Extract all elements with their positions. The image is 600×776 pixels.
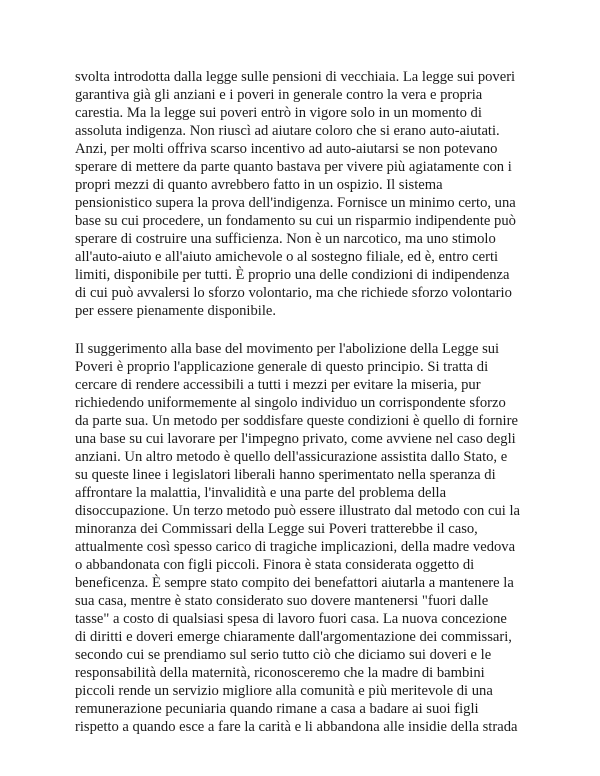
text-line: sperare di mettere da parte quanto bastava per vivere più agiatamente con i bbox=[75, 159, 512, 175]
text-line: da parte sua. Un metodo per soddisfare queste condizioni è quello di fornire bbox=[75, 413, 518, 429]
text-line: responsabilità della maternità, riconosceremo che la madre di bambini bbox=[75, 665, 485, 681]
text-line: Poveri è proprio l'applicazione generale di questo principio. Si tratta di bbox=[75, 359, 489, 375]
text-line: Anzi, per molti offriva scarso incentivo ad auto-aiutarsi se non potevano bbox=[75, 141, 498, 157]
text-line: disoccupazione. Un terzo metodo può essere illustrato dal metodo con cui la bbox=[75, 503, 520, 519]
text-line: svolta introdotta dalla legge sulle pensioni di vecchiaia. La legge sui poveri bbox=[75, 69, 516, 85]
paragraph-2 bbox=[75, 340, 550, 736]
text-line: di diritti e doveri emerge chiaramente dall'argomentazione dei commissari, bbox=[75, 629, 512, 645]
text-line: o abbandonata con figli piccoli. Finora è stata considerata oggetto di bbox=[75, 557, 475, 573]
text-line: secondo cui se prendiamo sul serio tutto ciò che diciamo sui doveri e le bbox=[75, 647, 492, 663]
text-line: pensionistico supera la prova dell'indigenza. Fornisce un minimo certo, una bbox=[75, 195, 516, 211]
text-line: una base su cui lavorare per l'impegno privato, come avviene nel caso degli bbox=[75, 431, 516, 447]
text-line: all'auto-aiuto e all'aiuto amichevole o al sostegno filiale, ed è, entro certi bbox=[75, 249, 499, 265]
text-line: garantiva già gli anziani e i poveri in generale contro la vera e propria bbox=[75, 87, 483, 103]
text-line: per essere pienamente disponibile. bbox=[75, 303, 276, 319]
text-line: rispetto a quando esce a fare la carità e li abbandona alle insidie della strada bbox=[75, 719, 518, 735]
text-line: base su cui procedere, un fondamento su cui un risparmio indipendente può bbox=[75, 213, 516, 229]
text-line: Il suggerimento alla base del movimento per l'abolizione della Legge sui bbox=[75, 341, 500, 357]
text-line: limiti, disponibile per tutti. È proprio una delle condizioni di indipendenza bbox=[75, 267, 510, 283]
text-line: affrontare la malattia, l'invalidità e una parte del problema della bbox=[75, 485, 447, 501]
document-page bbox=[75, 68, 550, 736]
text-line: anziani. Un altro metodo è quello dell'assicurazione assistita dallo Stato, e bbox=[75, 449, 508, 465]
text-line: assoluta indigenza. Non riuscì ad aiutare coloro che si erano auto-aiutati. bbox=[75, 123, 500, 139]
text-line: su queste linee i legislatori liberali hanno sperimentato nella speranza di bbox=[75, 467, 496, 483]
text-line: richiedendo uniformemente al singolo individuo un corrispondente sforzo bbox=[75, 395, 506, 411]
text-line: sperare di costruire una sufficienza. Non è un narcotico, ma uno stimolo bbox=[75, 231, 496, 247]
text-line: remunerazione pecuniaria quando rimane a casa a badare ai suoi figli bbox=[75, 701, 479, 717]
text-line: attualmente così spesso carico di tragiche implicazioni, della madre vedova bbox=[75, 539, 516, 555]
paragraph-1 bbox=[75, 68, 550, 320]
text-line: propri mezzi di quanto avrebbero fatto in un ospizio. Il sistema bbox=[75, 177, 443, 193]
text-line: carestia. Ma la legge sui poveri entrò in vigore solo in un momento di bbox=[75, 105, 482, 121]
text-line: piccoli rende un servizio migliore alla comunità e più meritevole di una bbox=[75, 683, 493, 699]
text-line: minoranza dei Commissari della Legge sui Poveri tratterebbe il caso, bbox=[75, 521, 478, 537]
text-line: tasse" a costo di qualsiasi spesa di lavoro fuori casa. La nuova concezione bbox=[75, 611, 507, 627]
text-line: sua casa, mentre è stato considerato suo dovere mantenersi "fuori dalle bbox=[75, 593, 489, 609]
text-line: beneficenza. È sempre stato compito dei benefattori aiutarla a mantenere la bbox=[75, 575, 514, 591]
text-line: di cui può avvalersi lo sforzo volontario, ma che richiede sforzo volontario bbox=[75, 285, 512, 301]
text-line: cercare di rendere accessibili a tutti i mezzi per evitare la miseria, pur bbox=[75, 377, 481, 393]
